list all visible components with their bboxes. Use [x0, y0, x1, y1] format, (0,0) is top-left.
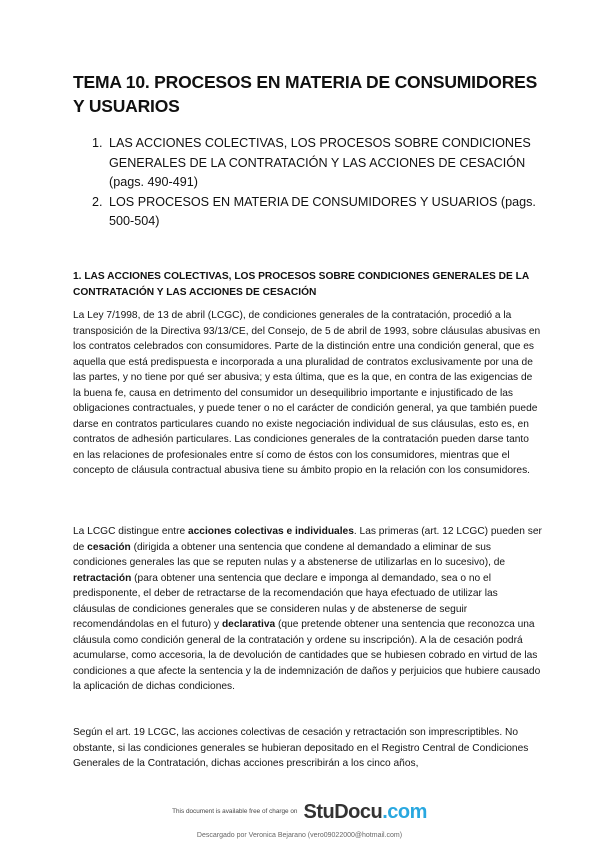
- bold-term: acciones colectivas e individuales: [187, 526, 354, 537]
- document-title: TEMA 10. PROCESOS EN MATERIA DE CONSUMIDORES Y USUARIOS: [73, 72, 538, 116]
- toc-item-text: LAS ACCIONES COLECTIVAS, LOS PROCESOS SOBRE CONDICIONES GENERALES DE LA CONTRATACIÓN Y LAS ACCIONES DE CESACIÓN (pags. 490-491): [109, 136, 531, 189]
- toc-item: [92, 134, 544, 193]
- section-heading: 1. LAS ACCIONES COLECTIVAS, LOS PROCESOS SOBRE CONDICIONES GENERALES DE LA CONTRATACIÓN Y LAS ACCIONES DE CESACIÓN: [73, 271, 529, 298]
- paragraph-text: (dirigida a obtener una sentencia que condene al demandado a eliminar de sus condiciones generales las que se reputen nulas y a abstenerse de utilizarlas en lo sucesivo), de: [73, 541, 506, 569]
- studocu-logo-link[interactable]: [304, 801, 427, 823]
- table-of-contents: [92, 134, 544, 232]
- bold-term: retractación: [73, 572, 132, 584]
- toc-item-number: 2.: [92, 194, 103, 209]
- paragraph-text: (que pretende obtener una sentencia que reconozca una cláusula como condición general de la contratación y ordene su inscripción). A la de cesación podrá acumularse, como accesoria, la de devolución de cantidades que se hubiesen cobrado en virtud de las condiciones a que afecte la sentencia y la de indemnización de daños y perjuicios que hubiere causado la aplicación de dichas condiciones.: [73, 619, 541, 693]
- body-paragraph: La Ley 7/1998, de 13 de abril (LCGC), de condiciones generales de la contratación, procedió a la transposición de la Directiva 93/13/CE, del Consejo, de 5 de abril de 1993, sobre cláusulas abusivas en los contratos celebrados con consumidores. Parte de la distinción entre una condición general, que es aquella que está predispuesta e incorporada a una pluralidad de contratos exclusivamente por una de las partes, y no tiene por qué ser abusiva; y esta última, que es la que, en contra de las exigencias de la buena fe, causa en detrimento del consumidor un desequilibrio importante e injustificado de las obligaciones contractuales, y puede tener o no el carácter de condición general, ya que también puede darse en contratos particulares cuando no existe negociación individual de sus cláusulas, esto es, en contratos de adhesión particulares. Las condiciones generales de la contratación pueden darse tanto en las relaciones de profesionales entre sí como de éstos con los consumidores, mientras que el concepto de cláusula contractual abusiva tiene su ámbito propio en la relación con los consumidores.: [73, 310, 541, 477]
- bold-term: cesación: [87, 541, 131, 553]
- brand-name: StuDocu: [303, 801, 383, 823]
- footer-downloaded-by: Descargado por Veronica Bejarano (vero09022000@hotmail.com): [196, 832, 403, 839]
- bold-term: declarativa: [221, 619, 276, 631]
- toc-item-text: LOS PROCESOS EN MATERIA DE CONSUMIDORES Y USUARIOS (pags. 500-504): [109, 194, 536, 228]
- brand-suffix: .com: [382, 801, 427, 823]
- footer-availability-notice: [0, 801, 599, 823]
- paragraph-text: (para obtener una sentencia que declare e imponga al demandado, sea o no el predisponente, el deber de retractarse de la recomendación que haya efectuado de utilizar las cláusulas de condiciones generales que se consideren nulas y de abstenerse de seguir recomendándolas en el futuro) y: [73, 572, 498, 631]
- body-paragraph: Según el art. 19 LCGC, las acciones colectivas de cesación y retractación son imprescriptibles. No obstante, si las condiciones generales se hubieran depositado en el Registro Central de Condiciones Generales de la Contratación, dichas acciones prescribirán a los cinco años,: [73, 727, 529, 770]
- toc-item: [92, 193, 544, 232]
- toc-item-number: 1.: [92, 136, 103, 150]
- paragraph-text: La LCGC distingue entre: [73, 526, 188, 537]
- paragraph-text: . Las primeras (art. 12 LCGC) pueden ser de: [73, 526, 542, 553]
- body-paragraph: [73, 524, 543, 695]
- availability-text: This document is available free of charge on: [172, 808, 298, 815]
